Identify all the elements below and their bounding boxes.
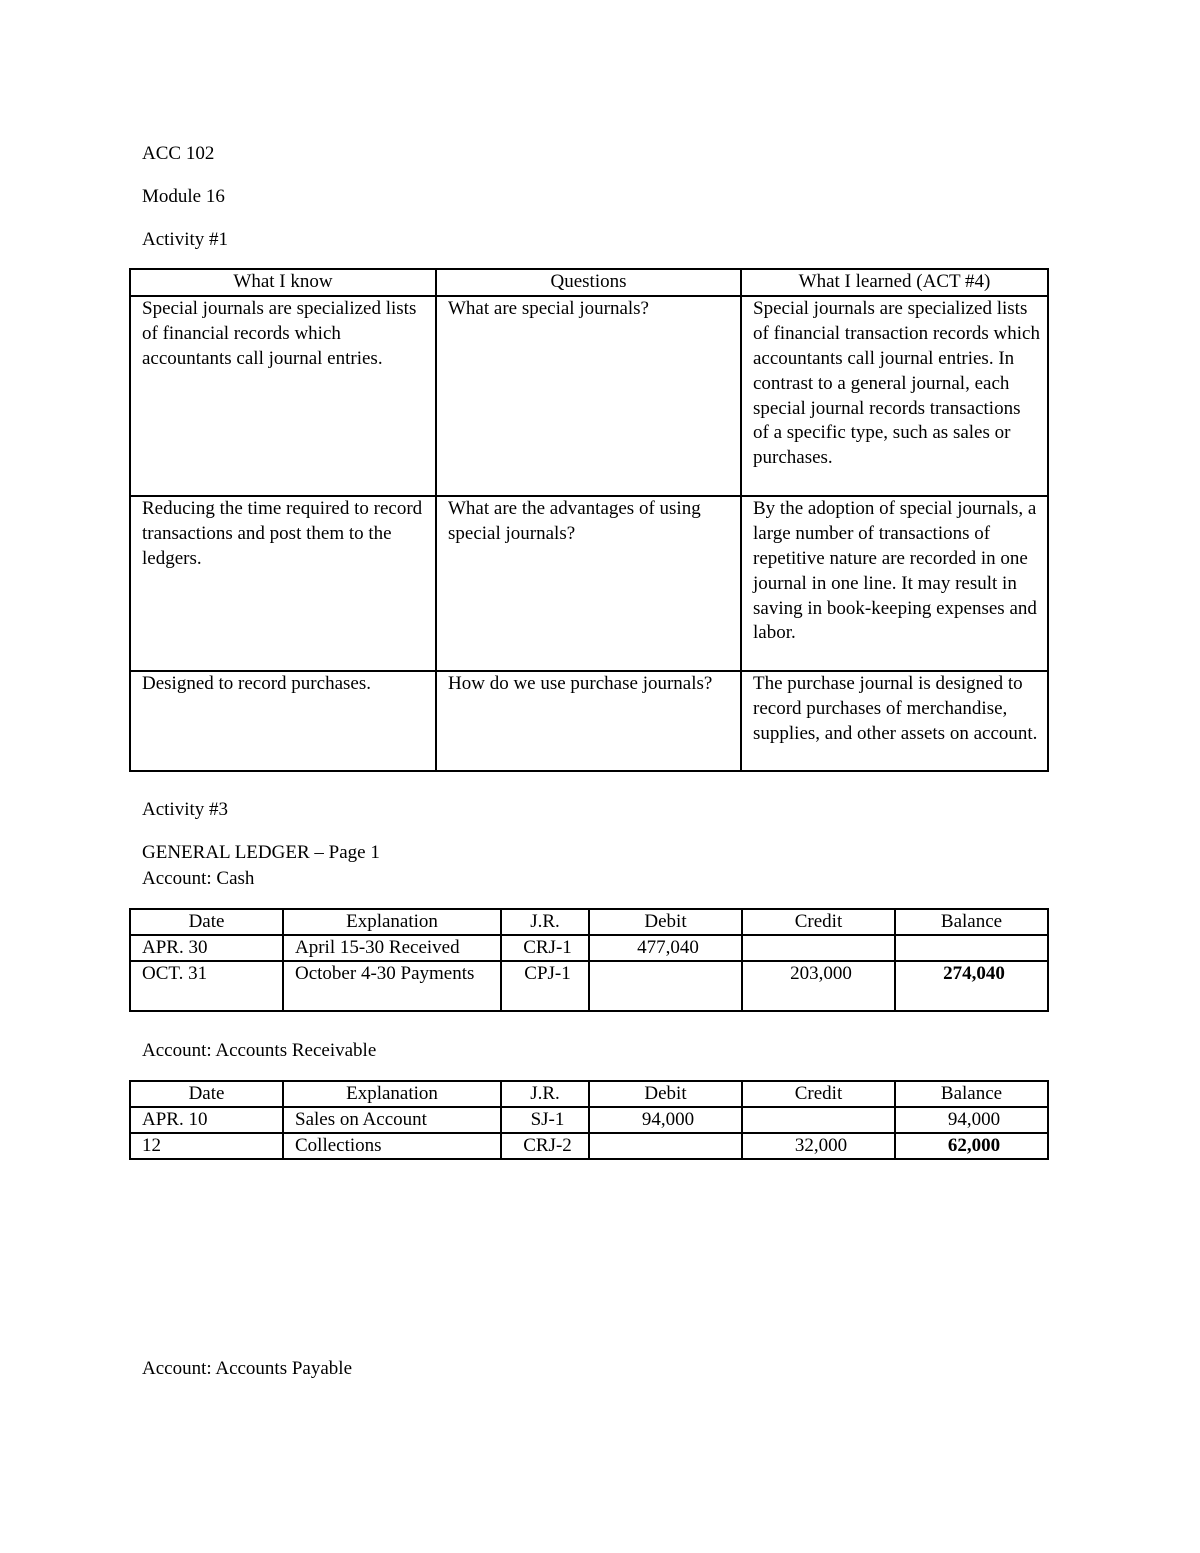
col-credit: Credit [742,1081,895,1107]
date-cell: OCT. 31 [130,961,283,1011]
table-row [130,1107,1048,1133]
jr-cell: SJ-1 [501,1107,589,1133]
date-cell: 12 [130,1133,283,1159]
activity-1-heading: Activity #1 [142,229,229,250]
kwl-cell: Reducing the time required to record transactions and post them to the ledgers. [130,496,436,671]
kwl-row [130,296,1048,496]
jr-cell: CRJ-2 [501,1133,589,1159]
debit-cell: 477,040 [589,935,742,961]
explanation-cell: Collections [283,1133,501,1159]
kwl-cell: What are special journals? [436,296,741,496]
module-label: Module 16 [142,186,225,207]
kwl-table [129,268,1049,772]
kwl-cell: What are the advantages of using special journals? [436,496,741,671]
date-cell: APR. 10 [130,1107,283,1133]
receivable-account-label: Account: Accounts Receivable [142,1040,377,1061]
cash-ledger-table [129,908,1049,1012]
kwl-header-row [130,269,1048,296]
kwl-header-know: What I know [130,269,436,296]
table-row [130,961,1048,1011]
col-jr: J.R. [501,1081,589,1107]
kwl-cell: Special journals are specialized lists of financial transaction records which accountants call journal entries. In contrast to a general journal, each special journal records transactions of a specific type, such as sales or purchases. [741,296,1048,496]
ledger-header-row [130,1081,1048,1107]
cash-account-label: Account: Cash [142,868,255,889]
ledger-header-row [130,909,1048,935]
explanation-cell: April 15-30 Received [283,935,501,961]
balance-cell [895,935,1048,961]
col-credit: Credit [742,909,895,935]
kwl-cell: Special journals are specialized lists of financial records which accountants call journal entries. [130,296,436,496]
credit-cell: 203,000 [742,961,895,1011]
activity-3-heading: Activity #3 [142,799,229,820]
col-explanation: Explanation [283,909,501,935]
table-row [130,1133,1048,1159]
balance-cell: 274,040 [895,961,1048,1011]
kwl-header-learned: What I learned (ACT #4) [741,269,1048,296]
kwl-row [130,496,1048,671]
kwl-cell: By the adoption of special journals, a large number of transactions of repetitive nature are recorded in one journal in one line. It may result in saving in book-keeping expenses and labor. [741,496,1048,671]
kwl-cell: How do we use purchase journals? [436,671,741,771]
col-date: Date [130,909,283,935]
col-jr: J.R. [501,909,589,935]
kwl-row [130,671,1048,771]
debit-cell [589,961,742,1011]
col-balance: Balance [895,909,1048,935]
explanation-cell: Sales on Account [283,1107,501,1133]
col-date: Date [130,1081,283,1107]
course-code: ACC 102 [142,143,215,164]
payable-account-label: Account: Accounts Payable [142,1358,353,1379]
general-ledger-title: GENERAL LEDGER – Page 1 [142,842,380,863]
credit-cell: 32,000 [742,1133,895,1159]
col-debit: Debit [589,909,742,935]
credit-cell [742,935,895,961]
col-debit: Debit [589,1081,742,1107]
kwl-cell: Designed to record purchases. [130,671,436,771]
debit-cell [589,1133,742,1159]
credit-cell [742,1107,895,1133]
kwl-header-questions: Questions [436,269,741,296]
col-balance: Balance [895,1081,1048,1107]
balance-cell: 62,000 [895,1133,1048,1159]
balance-cell: 94,000 [895,1107,1048,1133]
table-row [130,935,1048,961]
jr-cell: CPJ-1 [501,961,589,1011]
jr-cell: CRJ-1 [501,935,589,961]
explanation-cell: October 4-30 Payments [283,961,501,1011]
col-explanation: Explanation [283,1081,501,1107]
date-cell: APR. 30 [130,935,283,961]
debit-cell: 94,000 [589,1107,742,1133]
kwl-cell: The purchase journal is designed to record purchases of merchandise, supplies, and other assets on account. [741,671,1048,771]
receivable-ledger-table [129,1080,1049,1160]
